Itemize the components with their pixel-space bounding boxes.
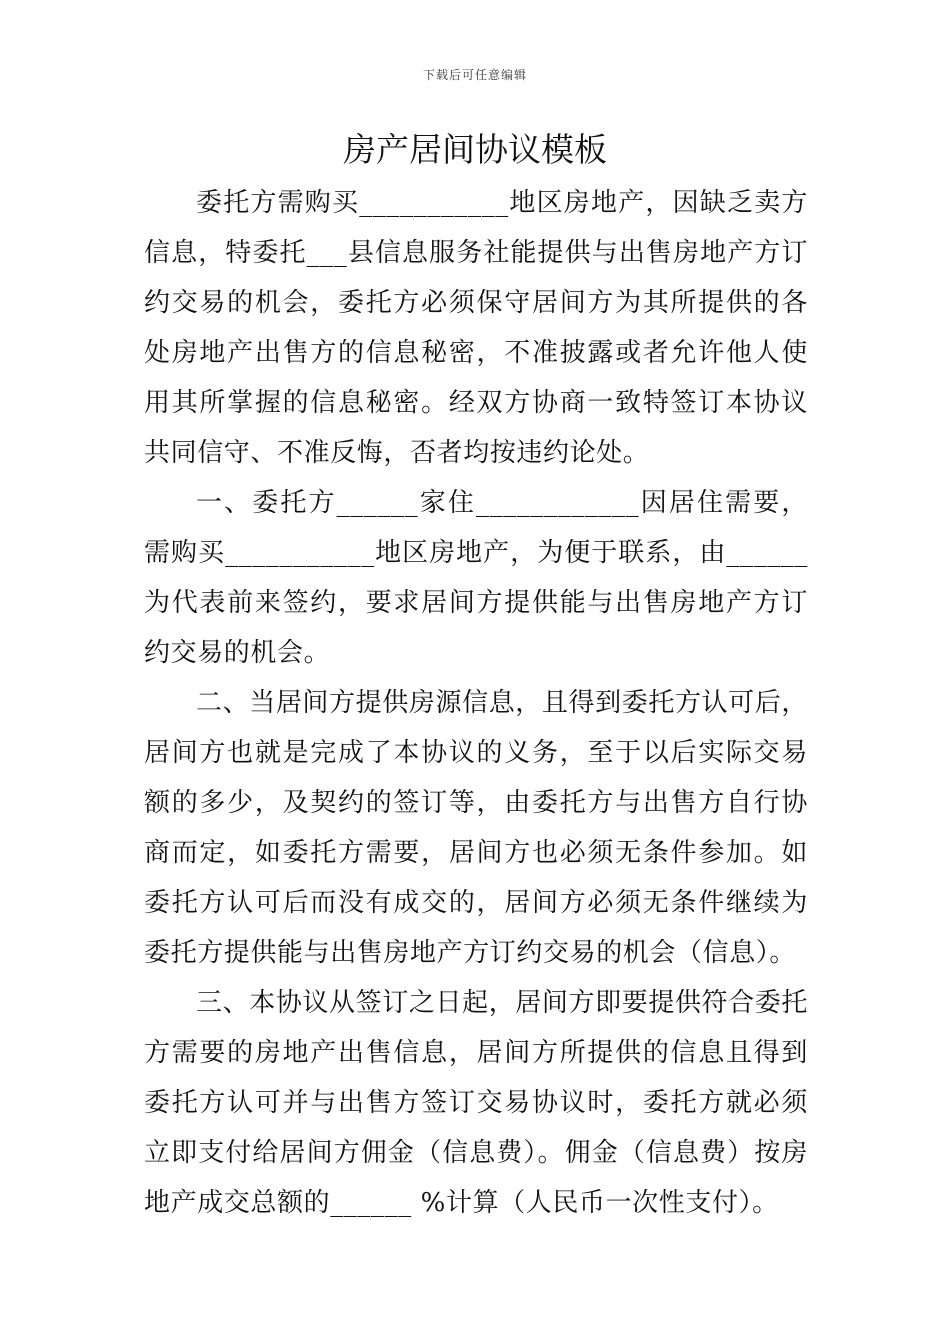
paragraph-clause-2: 二、当居间方提供房源信息，且得到委托方认可后，居间方也就是完成了本协议的义务，至于以后实际交易额的多少，及契约的签订等，由委托方与出售方自行协商而定，如委托方需要，居间方也必须无条件参加。如委托方认可后而没有成交的，居间方必须无条件继续为委托方提供能与出售房地产方订约交易的机会（信息）。 — [144, 688, 808, 968]
paragraph-intro: 委托方需购买___________地区房地产，因缺乏卖方信息，特委托___县信息服务社能提供与出售房地产方订约交易的机会，委托方必须保守居间方为其所提供的各处房地产出售方的信息秘密，不准披露或者允许他人使用其所掌握的信息秘密。经双方协商一致特签订本协议共同信守、不准反悔，否者均按违约论处。 — [144, 188, 808, 468]
document-title: 房产居间协议模板 — [343, 130, 607, 169]
document-body — [144, 178, 808, 1228]
paragraph-clause-3: 三、本协议从签订之日起，居间方即要提供符合委托方需要的房地产出售信息，居间方所提供的信息且得到委托方认可并与出售方签订交易协议时，委托方就必须立即支付给居间方佣金（信息费）。佣金（信息费）按房地产成交总额的______ %计算（人民币一次性支付）。 — [144, 988, 808, 1218]
header-note: 下载后可任意编辑 — [422, 68, 527, 82]
paragraph-clause-1: 一、委托方______家住____________因居住需要，需购买___________地区房地产，为便于联系，由______为代表前来签约，要求居间方提供能与出售房地产方订约交易的机会。 — [144, 488, 808, 668]
